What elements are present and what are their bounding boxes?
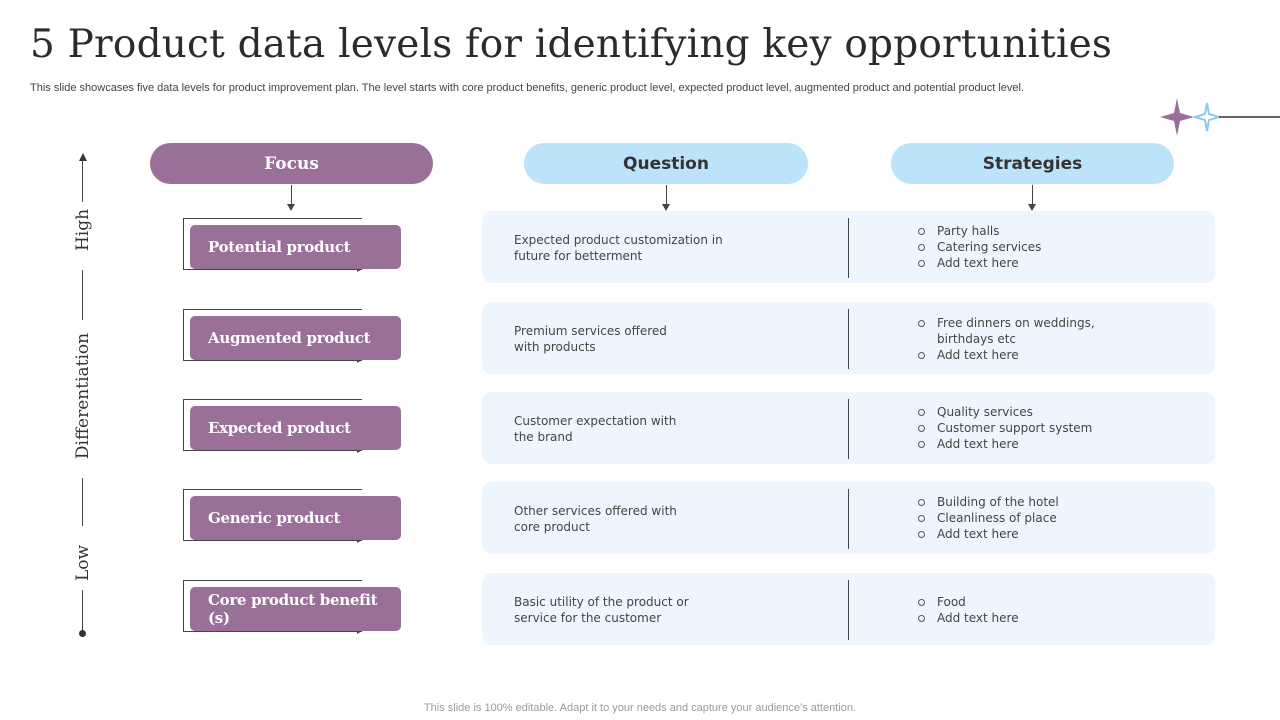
- strategies-arrow-line: [1032, 185, 1033, 205]
- strategy-text: Add text here: [937, 611, 1019, 625]
- axis-label-differentiation: Differentiation: [73, 332, 93, 460]
- strategy-text: Catering services: [937, 240, 1042, 254]
- bullet-circle-icon: [918, 260, 925, 267]
- bullet-circle-icon: [918, 441, 925, 448]
- bullet-circle-icon: [918, 228, 925, 235]
- strategy-text: Add text here: [937, 527, 1019, 541]
- header-focus: Focus: [150, 143, 433, 184]
- axis-arrowhead-icon: [79, 153, 87, 161]
- bullet-circle-icon: [918, 320, 925, 327]
- page-title: 5 Product data levels for identifying key opportunities: [30, 22, 1113, 67]
- strategy-text: Quality services: [937, 405, 1033, 419]
- footer-note: This slide is 100% editable. Adapt it to your needs and capture your audience’s attention.: [423, 702, 857, 714]
- question-arrow-icon: [662, 204, 670, 211]
- strategy-item: [918, 347, 1137, 363]
- strategy-text: Add text here: [937, 437, 1019, 451]
- strategy-text: Add text here: [937, 348, 1019, 362]
- purple-star-icon: [1160, 98, 1194, 136]
- focus-level-potential-product: Potential product: [190, 225, 401, 269]
- question-text: Premium services offered with products: [514, 324, 667, 354]
- strategy-item: [918, 510, 1137, 526]
- strategies-list: [918, 315, 1137, 363]
- strategies-list: [918, 223, 1137, 271]
- strategy-text: Building of the hotel: [937, 495, 1059, 509]
- axis-line-lower-mid: [82, 478, 83, 526]
- focus-level-augmented-product: Augmented product: [190, 316, 401, 360]
- strategy-item: [918, 315, 1107, 347]
- strategy-item: [918, 436, 1137, 452]
- level-row-card: [482, 392, 1215, 464]
- strategy-item: [918, 239, 1137, 255]
- question-arrow-line: [666, 185, 667, 205]
- question-text: Expected product customization in future for betterment: [514, 233, 723, 263]
- strategy-text: Cleanliness of place: [937, 511, 1057, 525]
- row-divider: [848, 309, 849, 369]
- focus-level-expected-product: Expected product: [190, 406, 401, 450]
- strategies-arrow-icon: [1028, 204, 1036, 211]
- bullet-circle-icon: [918, 425, 925, 432]
- strategy-item: [918, 255, 1137, 271]
- strategy-item: [918, 223, 1137, 239]
- header-strategies: Strategies: [891, 143, 1174, 184]
- strategy-item: [918, 526, 1137, 542]
- strategy-text: Food: [937, 595, 966, 609]
- strategies-list: [918, 594, 1137, 626]
- row-divider: [848, 489, 849, 549]
- strategy-text: Party halls: [937, 224, 1000, 238]
- bullet-circle-icon: [918, 352, 925, 359]
- strategy-text: Customer support system: [937, 421, 1093, 435]
- bullet-circle-icon: [918, 499, 925, 506]
- strategy-item: [918, 610, 1137, 626]
- sparkle-decoration-icon: [1155, 96, 1280, 138]
- strategy-text: Add text here: [937, 256, 1019, 270]
- bullet-circle-icon: [918, 531, 925, 538]
- strategy-item: [918, 404, 1137, 420]
- row-divider: [848, 580, 849, 640]
- question-text: Customer expectation with the brand: [514, 414, 677, 444]
- focus-arrow-line: [291, 185, 292, 205]
- bullet-circle-icon: [918, 409, 925, 416]
- strategies-list: [918, 494, 1137, 542]
- strategies-list: [918, 404, 1137, 452]
- bullet-circle-icon: [918, 615, 925, 622]
- question-text: Other services offered with core product: [514, 504, 677, 534]
- level-row-card: [482, 573, 1215, 645]
- strategy-text: Free dinners on weddings, birthdays etc: [937, 316, 1095, 346]
- bullet-circle-icon: [918, 599, 925, 606]
- level-row-card: [482, 211, 1215, 283]
- focus-level-generic-product: Generic product: [190, 496, 401, 540]
- axis-label-low: Low: [73, 544, 93, 582]
- strategy-item: [918, 420, 1137, 436]
- focus-level-core-product-benefit: Core product benefit (s): [190, 587, 401, 631]
- strategy-item: [918, 494, 1137, 510]
- page-subtitle: This slide showcases five data levels for product improvement plan. The level starts with core product benefits, generic product level, expected product level, augmented product and potential product level.: [30, 82, 1025, 94]
- header-question: Question: [524, 143, 808, 184]
- level-row-card: [482, 482, 1215, 554]
- bullet-circle-icon: [918, 244, 925, 251]
- blue-star-icon: [1195, 103, 1219, 131]
- row-divider: [848, 218, 849, 278]
- axis-label-high: High: [73, 208, 93, 252]
- level-row-card: [482, 302, 1215, 374]
- strategy-item: [918, 594, 1137, 610]
- axis-line-bottom: [82, 590, 83, 632]
- focus-arrow-icon: [287, 204, 295, 211]
- bullet-circle-icon: [918, 515, 925, 522]
- row-divider: [848, 399, 849, 459]
- question-text: Basic utility of the product or service for the customer: [514, 595, 689, 625]
- axis-end-dot: [79, 630, 86, 637]
- axis-line-upper-mid: [82, 270, 83, 320]
